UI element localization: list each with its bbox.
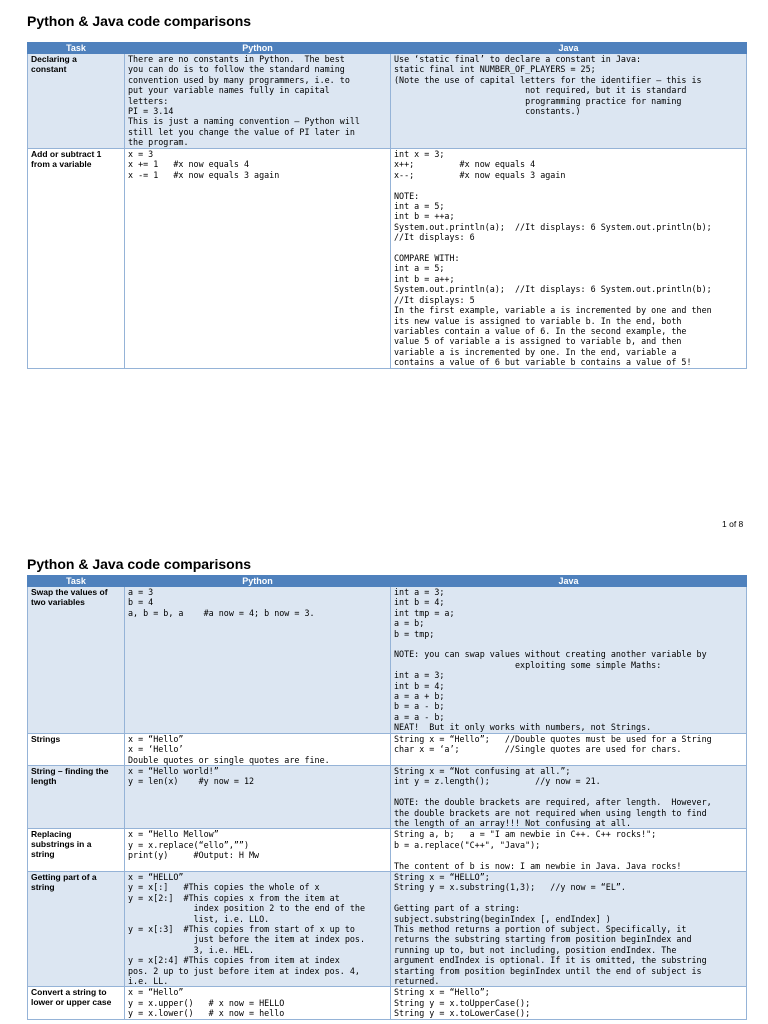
page-title: Python & Java code comparisons (27, 556, 252, 572)
table-row (28, 765, 747, 828)
page-number: 1 of 8 (722, 519, 744, 529)
table-header-row (28, 43, 747, 54)
python-cell: x = “Hello” x = ‘Hello’ Double quotes or single quotes are fine. (125, 733, 391, 765)
task-cell: String – finding the length (28, 765, 125, 828)
task-cell: Getting part of a string (28, 871, 125, 986)
python-cell: x = 3 x += 1 #x now equals 4 x -= 1 #x now equals 3 again (125, 149, 391, 369)
python-cell: x = “Hello” y = x.upper() # x now = HELLO y = x.lower() # x now = hello (125, 987, 391, 1019)
task-cell: Convert a string to lower or upper case (28, 987, 125, 1019)
task-cell: Add or subtract 1 from a variable (28, 149, 125, 369)
java-cell: int a = 3; int b = 4; int tmp = a; a = b; b = tmp; NOTE: you can swap values without creating another variable by exploiting some simple Maths: int a = 3; int b = 4; a = a + b; b = a - b; a = a - b; NEAT! But it only works with numbers, not Strings. (391, 587, 747, 734)
table-row (28, 733, 747, 765)
page-title: Python & Java code comparisons (27, 13, 252, 29)
java-cell: String x = “Hello”; //Double quotes must be used for a String char x = ‘a’; //Single quotes are used for chars. (391, 733, 747, 765)
header-java: Java (391, 576, 747, 587)
java-cell: int x = 3; x++; #x now equals 4 x--; #x now equals 3 again NOTE: int a = 5; int b = ++a; System.out.println(a); //It displays: 6 System.out.println(b); //It displays: 6 COMPARE WITH: int a = 5; int b = a++; System.out.println(a); //It displays: 6 System.out.println(b); //It displays: 5 In the first example, variable a is incremented by one and then its new value is assigned to variable b. In the end, both variables contain a value of 6. In the second example, the value 5 of variable a is assigned to variable b, and then variable a is incremented by one. In the end, variable a contains a value of 6 but variable b contains a value of 5! (391, 149, 747, 369)
table-row (28, 987, 747, 1019)
python-cell: There are no constants in Python. The best you can do is to follow the standard naming convention used by many programmers, i.e. to put your variable names fully in capital letters: PI = 3.14 This is just a naming convention – Python will still let you change the value of PI later in the program. (125, 54, 391, 149)
comparison-table (27, 575, 747, 1020)
header-task: Task (28, 43, 125, 54)
python-cell: x = “Hello world!” y = len(x) #y now = 12 (125, 765, 391, 828)
table-row (28, 871, 747, 986)
java-cell: String x = “Not confusing at all.”; int y = z.length(); //y now = 21. NOTE: the double brackets are required, after length. However, the double brackets are not required when using length to find the length of an array!!! Not confusing at all. (391, 765, 747, 828)
table-row (28, 829, 747, 872)
task-cell: Swap the values of two variables (28, 587, 125, 734)
task-cell: Declaring a constant (28, 54, 125, 149)
java-cell: String x = “Hello”; String y = x.toUpperCase(); String y = x.toLowerCase(); (391, 987, 747, 1019)
python-cell: x = “HELLO” y = x[:] #This copies the whole of x y = x[2:] #This copies x from the item at index position 2 to the end of the list, i.e. LLO. y = x[:3] #This copies from start of x up to just before the item at index pos. 3, i.e. HEL. y = x[2:4] #This copies from item at index pos. 2 up to just before item at index pos. 4, i.e. LL. (125, 871, 391, 986)
table-row (28, 54, 747, 149)
task-cell: Strings (28, 733, 125, 765)
header-python: Python (125, 43, 391, 54)
java-cell: Use ‘static final’ to declare a constant in Java: static final int NUMBER_OF_PLAYERS = 25; (Note the use of capital letters for the identifier – this is not required, but it is standard programming practice for naming constants.) (391, 54, 747, 149)
python-cell: x = “Hello Mellow” y = x.replace(“ello”,””) print(y) #Output: H Mw (125, 829, 391, 872)
header-java: Java (391, 43, 747, 54)
java-cell: String a, b; a = "I am newbie in C++. C++ rocks!"; b = a.replace("C++", "Java"); The content of b is now: I am newbie in Java. Java rocks! (391, 829, 747, 872)
header-python: Python (125, 576, 391, 587)
table-header-row (28, 576, 747, 587)
python-cell: a = 3 b = 4 a, b = b, a #a now = 4; b now = 3. (125, 587, 391, 734)
table-row (28, 149, 747, 369)
task-cell: Replacing substrings in a string (28, 829, 125, 872)
comparison-table (27, 42, 747, 369)
table-row (28, 587, 747, 734)
header-task: Task (28, 576, 125, 587)
java-cell: String x = “HELLO”; String y = x.substring(1,3); //y now = “EL”. Getting part of a string: subject.substring(beginIndex [, endIndex] ) This method returns a portion of subject. Specifically, it returns the substring starting from position beginIndex and running up to, but not including, position endIndex. The argument endIndex is optional. If it is omitted, the substring starting from position beginIndex until the end of subject is returned. (391, 871, 747, 986)
